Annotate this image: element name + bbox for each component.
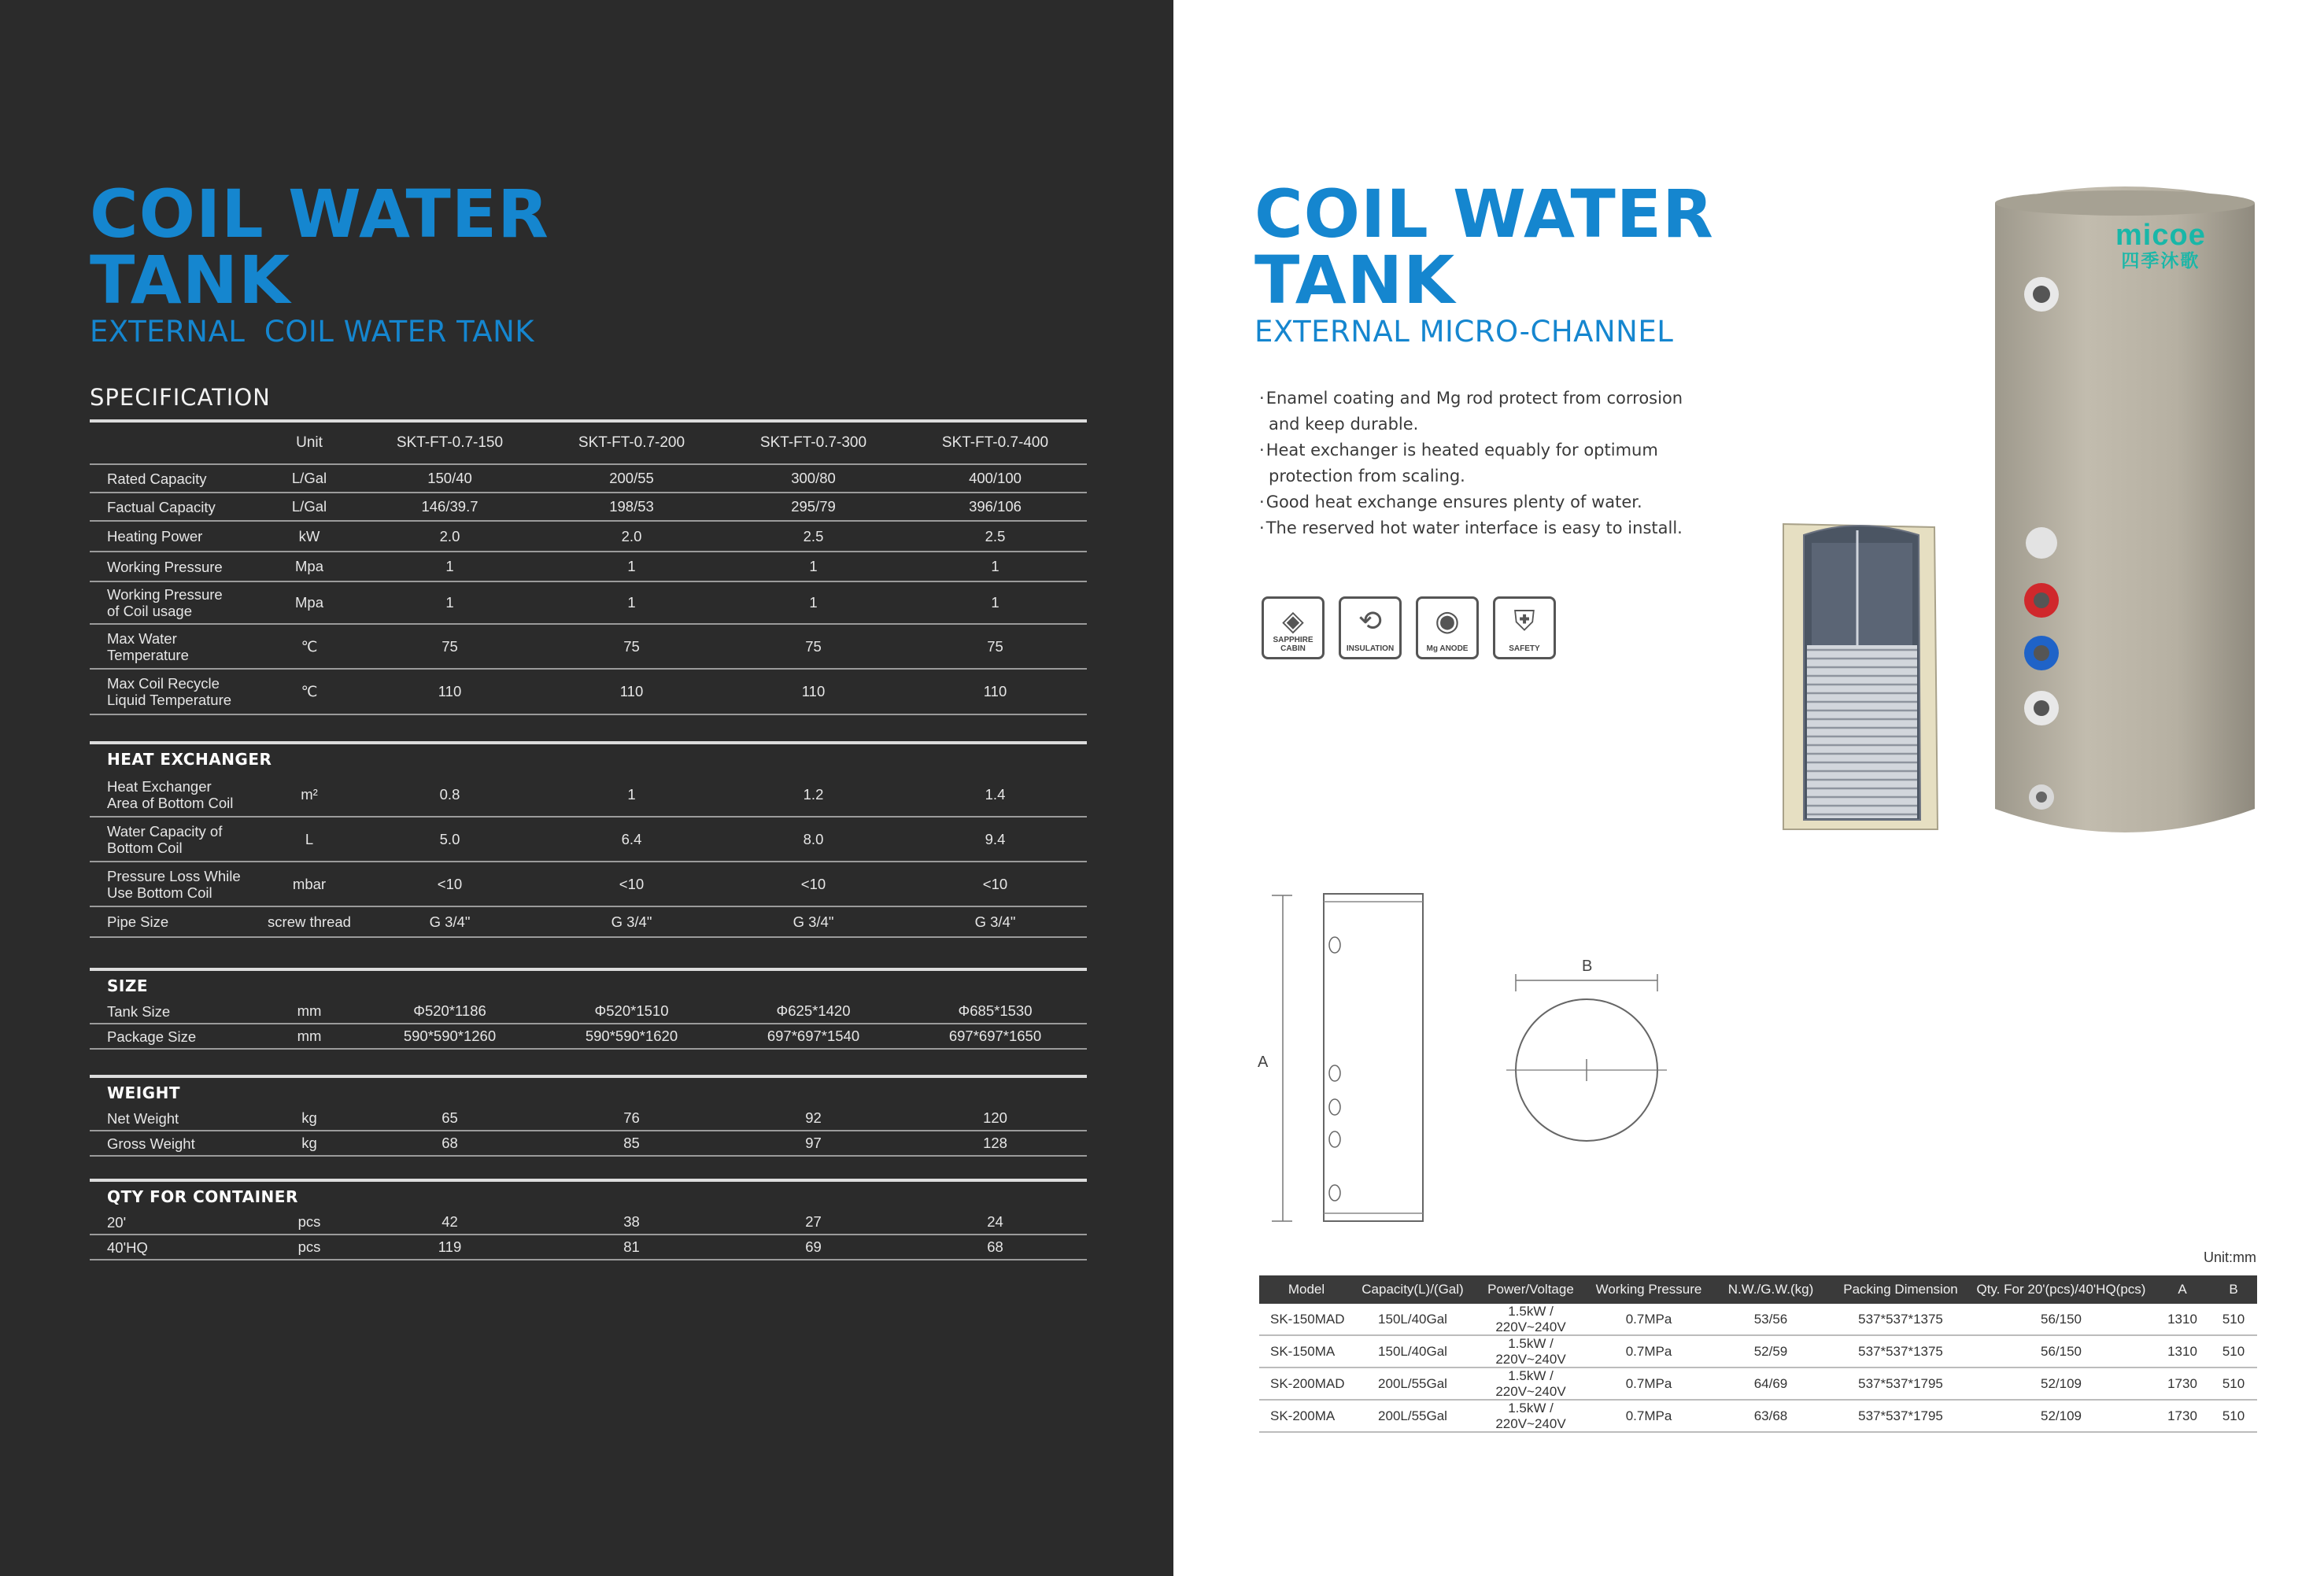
spec-row-unit: L bbox=[305, 830, 314, 847]
spec-heading: SPECIFICATION bbox=[90, 384, 271, 411]
spec-row-label bbox=[90, 1028, 260, 1045]
spec-row-label-line: Tank Size bbox=[107, 1002, 171, 1020]
spec-row bbox=[90, 818, 1087, 862]
logo-text-en: micoe bbox=[2115, 219, 2206, 252]
spec-row-value: 1 bbox=[991, 594, 999, 611]
spec-row-value: 1.2 bbox=[803, 785, 824, 803]
unit-note: Unit:mm bbox=[2204, 1249, 2256, 1265]
dimension-drawing-top bbox=[1500, 950, 1689, 1147]
spec-row-value: 0.8 bbox=[439, 785, 460, 803]
spec-section-general bbox=[90, 465, 1087, 715]
model-table-cell: 510 bbox=[2222, 1311, 2245, 1327]
model-table-cell: 0.7MPa bbox=[1625, 1408, 1672, 1423]
spec-row bbox=[90, 1235, 1087, 1260]
model-table-cell: 52/109 bbox=[2041, 1408, 2082, 1423]
spec-header-cell: Unit bbox=[296, 434, 323, 451]
spec-row-value: <10 bbox=[982, 875, 1008, 892]
spec-row-value: Φ685*1530 bbox=[958, 1002, 1033, 1019]
model-table-header bbox=[1259, 1275, 2257, 1304]
spec-row-value: 396/106 bbox=[969, 498, 1022, 515]
spec-header-block bbox=[90, 419, 1087, 465]
spec-row-label bbox=[90, 778, 260, 811]
model-table-cell: 56/150 bbox=[2041, 1311, 2082, 1327]
spec-row-value: 42 bbox=[442, 1213, 458, 1230]
spec-row-label-line: Water Capacity of bbox=[107, 822, 223, 840]
spec-row-label bbox=[90, 559, 260, 575]
spec-row-value: G 3/4" bbox=[793, 913, 834, 930]
spec-row-value: 75 bbox=[987, 637, 1003, 655]
spec-row bbox=[90, 465, 1087, 493]
model-header-cell: B bbox=[2229, 1282, 2238, 1297]
model-table-cell: 1730 bbox=[2167, 1408, 2197, 1423]
model-table-cell: 0.7MPa bbox=[1625, 1375, 1672, 1391]
spec-row-unit: screw thread bbox=[268, 913, 351, 930]
spec-row bbox=[90, 1131, 1087, 1157]
spec-row-value: <10 bbox=[800, 875, 826, 892]
spec-row bbox=[90, 552, 1087, 582]
spec-row-value: 75 bbox=[442, 637, 458, 655]
feature-item: · Good heat exchange ensures plenty of water. bbox=[1259, 489, 1700, 515]
model-table-cell: 52/109 bbox=[2041, 1375, 2082, 1391]
brand-logo bbox=[2115, 220, 2206, 271]
spec-row-value: Φ625*1420 bbox=[776, 1002, 851, 1019]
spec-row-value: 24 bbox=[987, 1213, 1003, 1230]
spec-row-value: Φ520*1186 bbox=[413, 1002, 486, 1019]
model-table-cell: 537*537*1795 bbox=[1858, 1408, 1943, 1423]
spec-row-label-line: Area of Bottom Coil bbox=[107, 794, 234, 811]
spec-row-value: 2.0 bbox=[621, 527, 642, 544]
spec-row-value: 110 bbox=[619, 683, 644, 699]
model-table-cell: 1.5kW / 220V~240V bbox=[1495, 1303, 1566, 1334]
feature-list bbox=[1259, 386, 1700, 541]
spec-row-label bbox=[90, 1003, 260, 1020]
model-table-cell: 56/150 bbox=[2041, 1343, 2082, 1359]
tank-port-white bbox=[2024, 691, 2059, 725]
spec-row-value: 200/55 bbox=[609, 470, 654, 486]
spec-header-cell: SKT-FT-0.7-300 bbox=[759, 434, 867, 451]
spec-row-label bbox=[90, 471, 260, 487]
insulation-arrows-icon: ⟲ bbox=[1358, 604, 1383, 637]
spec-row-value: 150/40 bbox=[427, 470, 472, 486]
tank-port-gray bbox=[2026, 527, 2057, 559]
spec-row bbox=[90, 625, 1087, 670]
spec-row-value: 68 bbox=[987, 1238, 1003, 1255]
dimension-label-b: B bbox=[1582, 958, 1593, 975]
spec-row-label bbox=[90, 675, 260, 708]
model-table-cell: 510 bbox=[2222, 1375, 2245, 1391]
spec-row-label bbox=[90, 868, 260, 901]
spec-row-label bbox=[90, 913, 260, 930]
spec-row-unit: L/Gal bbox=[291, 470, 327, 486]
spec-row-value: 198/53 bbox=[609, 498, 654, 515]
spec-section-title: WEIGHT bbox=[107, 1083, 180, 1102]
spec-row-value: 2.5 bbox=[803, 527, 824, 544]
feature-item: · The reserved hot water interface is easy to install. bbox=[1259, 515, 1700, 541]
spec-row-label-line: Pressure Loss While bbox=[107, 867, 241, 884]
spec-row bbox=[90, 999, 1087, 1024]
spec-row-value: 400/100 bbox=[969, 470, 1022, 486]
model-table-row bbox=[1259, 1304, 2257, 1336]
spec-row-unit: pcs bbox=[297, 1238, 321, 1255]
model-table-cell: 510 bbox=[2222, 1408, 2245, 1423]
coil-lines bbox=[1807, 645, 1917, 818]
spec-header-cell: SKT-FT-0.7-400 bbox=[941, 434, 1049, 451]
spec-row-value: 697*697*1540 bbox=[767, 1028, 860, 1044]
feature-item: · Heat exchanger is heated equably for optimum protection from scaling. bbox=[1259, 437, 1700, 489]
model-table-cell: 537*537*1375 bbox=[1858, 1343, 1943, 1359]
tank-port-red bbox=[2024, 583, 2059, 618]
spec-row-unit: L/Gal bbox=[291, 498, 327, 515]
spec-row bbox=[90, 522, 1087, 552]
spec-row-value: 590*590*1260 bbox=[403, 1028, 497, 1044]
spec-row-value: Φ520*1510 bbox=[594, 1002, 669, 1019]
spec-row bbox=[90, 670, 1087, 715]
spec-row bbox=[90, 582, 1087, 625]
badge-label: Mg ANODE bbox=[1426, 644, 1469, 653]
spec-row-unit: mm bbox=[297, 1002, 322, 1019]
model-table-cell: 200L/55Gal bbox=[1378, 1408, 1447, 1423]
model-table-cell: 537*537*1375 bbox=[1858, 1311, 1943, 1327]
left-title-line1: COIL WATER bbox=[90, 175, 549, 253]
model-table-cell: 150L/40Gal bbox=[1378, 1311, 1447, 1327]
spec-row-unit: kg bbox=[301, 1109, 317, 1126]
spec-row-label-line: of Coil usage bbox=[107, 603, 192, 619]
model-table-row bbox=[1259, 1336, 2257, 1368]
spec-row-unit: ℃ bbox=[301, 637, 318, 655]
spec-row-value: 1 bbox=[445, 558, 454, 574]
badge-sapphire-cabin bbox=[1262, 596, 1325, 659]
spec-section-weight bbox=[90, 1075, 1087, 1157]
spec-row-label bbox=[90, 499, 260, 515]
spec-row-label-line: Package Size bbox=[107, 1028, 197, 1045]
spec-row-value: 75 bbox=[805, 637, 822, 655]
tank-cutaway-image bbox=[1780, 519, 1945, 834]
spec-row-label bbox=[90, 1214, 260, 1231]
spec-row-value: 1 bbox=[445, 594, 454, 611]
spec-row-label-line: Max Coil Recycle bbox=[107, 675, 220, 692]
spec-row-label-line: Pipe Size bbox=[107, 913, 169, 930]
spec-row bbox=[90, 1106, 1087, 1131]
spec-row-value: 2.5 bbox=[985, 527, 1006, 544]
spec-row-value: 8.0 bbox=[803, 830, 824, 847]
model-table-cell: 1310 bbox=[2167, 1311, 2197, 1327]
spec-row-label-line: Temperature bbox=[107, 646, 189, 663]
badge-mg-anode bbox=[1416, 596, 1479, 659]
spec-row-value: 1 bbox=[991, 558, 999, 574]
spec-section-title: QTY FOR CONTAINER bbox=[107, 1187, 298, 1206]
spec-row-value: 85 bbox=[623, 1135, 640, 1151]
diamond-icon: ◈ bbox=[1282, 604, 1304, 637]
spec-section-title: SIZE bbox=[107, 976, 149, 995]
spec-row-label-line: 20' bbox=[107, 1213, 127, 1231]
tank-port-top bbox=[2024, 277, 2059, 312]
model-table-cell: 200L/55Gal bbox=[1378, 1375, 1447, 1391]
spec-row bbox=[90, 493, 1087, 522]
model-table-cell: 0.7MPa bbox=[1625, 1343, 1672, 1359]
spec-row-label bbox=[90, 1135, 260, 1152]
right-title-line1: COIL WATER bbox=[1254, 175, 1714, 253]
spec-row-label-line: Rated Capacity bbox=[107, 470, 207, 487]
model-header-cell: Capacity(L)/(Gal) bbox=[1362, 1282, 1464, 1297]
spec-row bbox=[90, 907, 1087, 938]
left-title-line2: TANK bbox=[90, 242, 291, 319]
spec-row-label-line: 40'HQ bbox=[107, 1238, 148, 1256]
model-header-cell: Power/Voltage bbox=[1487, 1282, 1574, 1297]
spec-row-label-line: Liquid Temperature bbox=[107, 692, 232, 708]
spec-header-row bbox=[90, 423, 1087, 465]
spec-row-value: 110 bbox=[438, 683, 462, 699]
spec-section-qty bbox=[90, 1179, 1087, 1260]
spec-row-value: 128 bbox=[983, 1135, 1007, 1151]
model-table-cell: SK-150MA bbox=[1270, 1343, 1336, 1359]
spec-header-cell: SKT-FT-0.7-150 bbox=[396, 434, 504, 451]
spec-row-label-line: Max Water bbox=[107, 629, 177, 647]
spec-row-value: 5.0 bbox=[439, 830, 460, 847]
spec-row-unit: kW bbox=[298, 527, 320, 544]
model-table bbox=[1259, 1275, 2257, 1433]
right-title-line2: TANK bbox=[1254, 242, 1456, 319]
model-table-cell: 53/56 bbox=[1753, 1311, 1788, 1327]
model-table-cell: 52/59 bbox=[1753, 1343, 1788, 1359]
model-table-body bbox=[1259, 1304, 2257, 1433]
spec-row-label-line: Bottom Coil bbox=[107, 839, 183, 856]
spec-row-label bbox=[90, 823, 260, 856]
model-table-cell: 0.7MPa bbox=[1625, 1311, 1672, 1327]
spec-row-value: 1 bbox=[627, 594, 636, 611]
spec-row-value: 295/79 bbox=[791, 498, 836, 515]
feature-item: · Enamel coating and Mg rod protect from corrosion and keep durable. bbox=[1259, 386, 1700, 437]
model-header-cell: Model bbox=[1288, 1282, 1325, 1297]
spec-row-value: 76 bbox=[623, 1109, 640, 1126]
left-title bbox=[90, 175, 549, 319]
spec-row-value: 1 bbox=[627, 558, 636, 574]
spec-row-value: 69 bbox=[805, 1238, 822, 1255]
shield-icon: ⛨ bbox=[1513, 604, 1535, 637]
model-table-cell: 63/68 bbox=[1753, 1408, 1788, 1423]
spec-section-heat-exchanger bbox=[90, 741, 1087, 938]
model-table-cell: 537*537*1795 bbox=[1858, 1375, 1943, 1391]
feature-badges bbox=[1262, 596, 1556, 659]
spec-row-value: 6.4 bbox=[621, 830, 642, 847]
model-header-cell: Packing Dimension bbox=[1843, 1282, 1958, 1297]
spec-row-unit: m² bbox=[301, 785, 318, 803]
spec-row-value: 75 bbox=[623, 637, 640, 655]
model-table-cell: 1.5kW / 220V~240V bbox=[1495, 1400, 1566, 1431]
spec-row-value: <10 bbox=[619, 875, 645, 892]
spec-row-label-line: Heat Exchanger bbox=[107, 777, 212, 795]
spec-row-label bbox=[90, 1239, 260, 1256]
model-table-cell: 1730 bbox=[2167, 1375, 2197, 1391]
badge-label: SAFETY bbox=[1509, 644, 1540, 653]
spec-row-label bbox=[90, 586, 260, 619]
badge-safety bbox=[1493, 596, 1556, 659]
spec-row-value: 119 bbox=[438, 1238, 462, 1255]
spec-row-label bbox=[90, 1110, 260, 1127]
spec-row-value: 9.4 bbox=[985, 830, 1006, 847]
spec-row-label bbox=[90, 630, 260, 663]
spec-row-value: G 3/4" bbox=[611, 913, 652, 930]
right-title bbox=[1254, 175, 1714, 319]
spec-row-value: 146/39.7 bbox=[421, 498, 478, 515]
model-table-cell: SK-200MA bbox=[1270, 1408, 1336, 1423]
spec-row-label-line: Working Pressure bbox=[107, 558, 223, 575]
model-table-cell: 510 bbox=[2222, 1343, 2245, 1359]
spec-row-value: 110 bbox=[801, 683, 826, 699]
spec-row-label-line: Heating Power bbox=[107, 528, 203, 544]
anode-rod-icon: ◉ bbox=[1435, 604, 1460, 637]
spec-row-label-line: Use Bottom Coil bbox=[107, 884, 212, 901]
model-table-cell: 64/69 bbox=[1753, 1375, 1788, 1391]
tank-port-blue bbox=[2024, 636, 2059, 670]
spec-row-value: 92 bbox=[805, 1109, 822, 1126]
model-header-cell: A bbox=[2178, 1282, 2187, 1297]
badge-insulation bbox=[1339, 596, 1402, 659]
spec-row-label-line: Working Pressure bbox=[107, 586, 223, 603]
model-header-cell: Working Pressure bbox=[1595, 1282, 1702, 1297]
spec-row-unit: kg bbox=[301, 1135, 317, 1151]
spec-row-unit: Mpa bbox=[295, 558, 323, 574]
tank-product-image bbox=[1991, 179, 2259, 848]
model-table-row bbox=[1259, 1401, 2257, 1433]
right-subtitle: EXTERNAL MICRO-CHANNEL bbox=[1254, 315, 1674, 349]
spec-row-value: G 3/4" bbox=[429, 913, 471, 930]
model-table-cell: 1310 bbox=[2167, 1343, 2197, 1359]
spec-row-value: 65 bbox=[442, 1109, 458, 1126]
spec-row-value: 1.4 bbox=[985, 785, 1006, 803]
model-table-cell: 1.5kW / 220V~240V bbox=[1495, 1335, 1566, 1367]
tank-port-bottom bbox=[2029, 784, 2054, 810]
spec-row-value: 1 bbox=[809, 558, 818, 574]
spec-row-label-line: Factual Capacity bbox=[107, 498, 216, 515]
logo-text-cn: 四季沐歌 bbox=[2121, 250, 2200, 271]
left-subtitle: EXTERNAL COIL WATER TANK bbox=[90, 315, 535, 349]
model-table-row bbox=[1259, 1368, 2257, 1401]
spec-header-cell: SKT-FT-0.7-200 bbox=[578, 434, 685, 451]
spec-row-value: 81 bbox=[623, 1238, 640, 1255]
spec-row bbox=[90, 862, 1087, 907]
spec-row-value: 2.0 bbox=[439, 527, 460, 544]
spec-section-size bbox=[90, 968, 1087, 1050]
model-table-cell: 150L/40Gal bbox=[1378, 1343, 1447, 1359]
spec-row-value: 68 bbox=[442, 1135, 458, 1151]
model-header-cell: N.W./G.W.(kg) bbox=[1727, 1282, 1814, 1297]
spec-row-value: 27 bbox=[805, 1213, 822, 1230]
spec-row-value: 1 bbox=[627, 785, 636, 803]
spec-row-value: 697*697*1650 bbox=[948, 1028, 1042, 1044]
dimension-label-a: A bbox=[1258, 1054, 1269, 1071]
model-table-cell: SK-150MAD bbox=[1270, 1311, 1345, 1327]
spec-row-value: G 3/4" bbox=[974, 913, 1016, 930]
spec-row-unit: mbar bbox=[292, 875, 327, 892]
spec-row-unit: ℃ bbox=[301, 683, 318, 699]
spec-row-value: 1 bbox=[809, 594, 818, 611]
spec-section-title: HEAT EXCHANGER bbox=[107, 750, 272, 769]
spec-row-value: <10 bbox=[437, 875, 463, 892]
spec-row-value: 110 bbox=[983, 683, 1007, 699]
spec-row bbox=[90, 1024, 1087, 1050]
spec-row-unit: pcs bbox=[297, 1213, 321, 1230]
model-table-cell: SK-200MAD bbox=[1270, 1375, 1345, 1391]
spec-row-unit: mm bbox=[297, 1028, 322, 1044]
model-header-cell: Qty. For 20'(pcs)/40'HQ(pcs) bbox=[1976, 1282, 2146, 1297]
spec-row-unit: Mpa bbox=[295, 594, 323, 611]
spec-row bbox=[90, 773, 1087, 818]
badge-label: SAPPHIRE CABIN bbox=[1273, 636, 1313, 653]
spec-row-label-line: Net Weight bbox=[107, 1109, 179, 1127]
spec-row-value: 38 bbox=[623, 1213, 640, 1230]
spec-row-label bbox=[90, 528, 260, 544]
spec-row-value: 120 bbox=[983, 1109, 1007, 1126]
spec-row-value: 300/80 bbox=[791, 470, 836, 486]
spec-row-label-line: Gross Weight bbox=[107, 1135, 195, 1152]
spec-row-value: 590*590*1620 bbox=[585, 1028, 678, 1044]
dimension-drawing-side bbox=[1256, 889, 1476, 1235]
spec-row bbox=[90, 1210, 1087, 1235]
spec-row-value: 97 bbox=[805, 1135, 822, 1151]
badge-label: INSULATION bbox=[1346, 644, 1395, 653]
model-table-cell: 1.5kW / 220V~240V bbox=[1495, 1367, 1566, 1399]
